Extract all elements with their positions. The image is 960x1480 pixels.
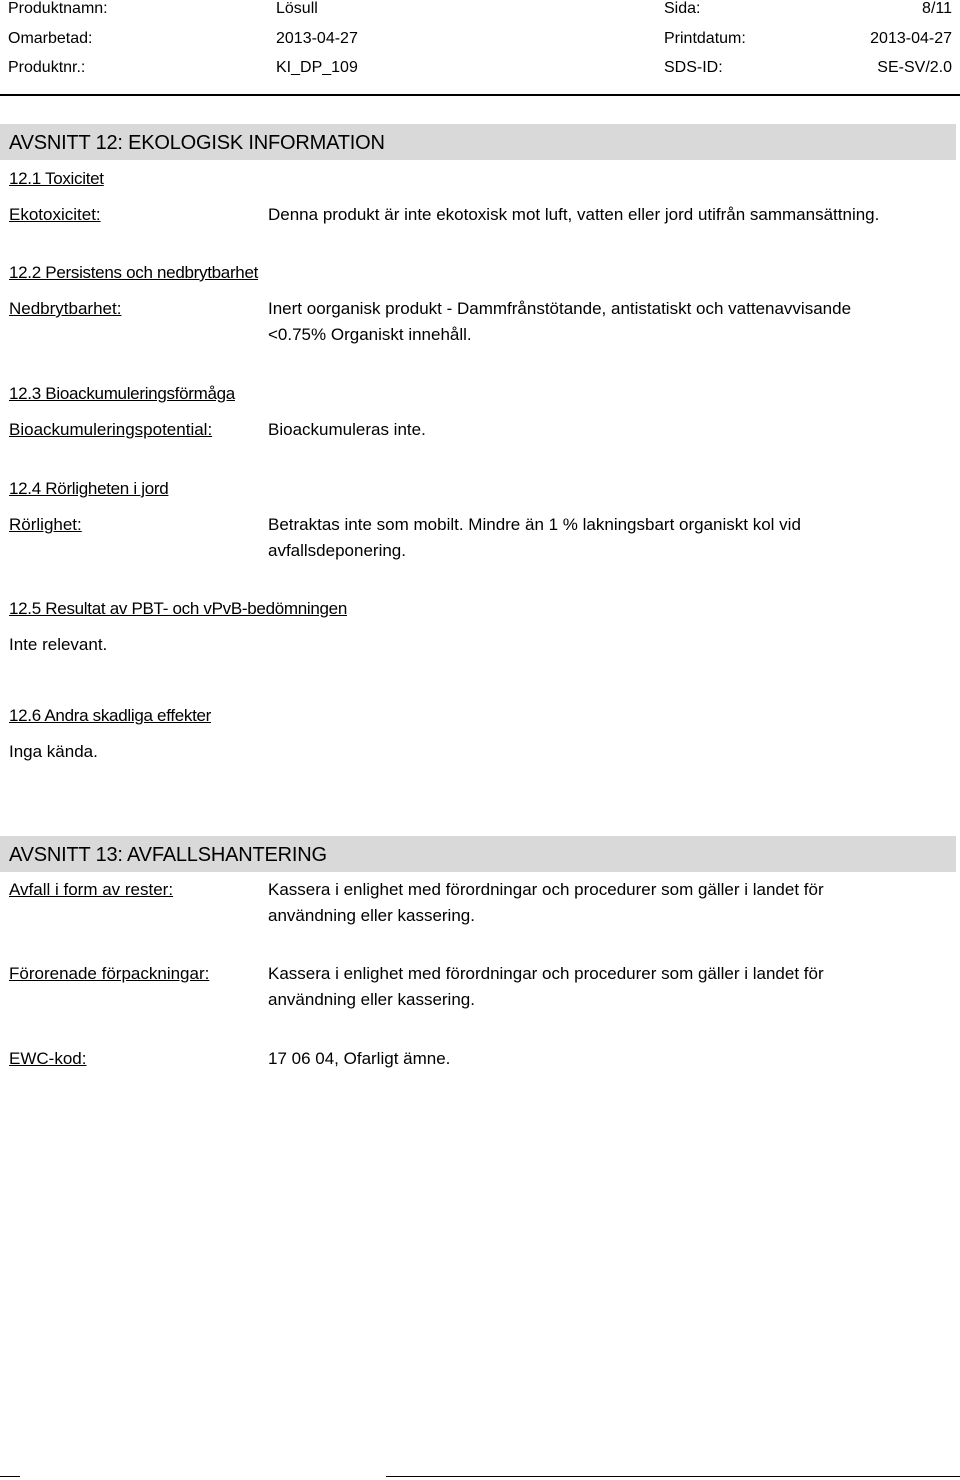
residue-waste-text-line1: Kassera i enlighet med förordningar och procedurer som gäller i landet för [268,880,824,899]
revised-label: Omarbetad: [8,30,93,47]
sds-id-label: SDS-ID: [664,59,723,76]
section-13-title: AVSNITT 13: AVFALLSHANTERING [9,844,327,866]
bioaccumulation-text: Bioackumuleras inte. [268,420,426,439]
residue-waste-label: Avfall i form av rester: [9,880,174,899]
ewc-code-label: EWC-kod: [9,1049,87,1068]
footer-rule [0,1476,960,1477]
printed-value: 2013-04-27 [870,30,952,47]
subsection-12-3-title: 12.3 Bioackumuleringsförmåga [9,384,235,403]
subsection-12-1-title: 12.1 Toxicitet [9,169,104,188]
product-no-label: Produktnr.: [8,59,86,76]
degradability-value [268,296,948,348]
mobility-label: Rörlighet: [9,515,82,534]
other-effects-text: Inga kända. [9,742,98,761]
printed-label: Printdatum: [664,30,746,47]
ewc-code-text: 17 06 04, Ofarligt ämne. [268,1049,451,1068]
degradability-label: Nedbrytbarhet: [9,299,122,318]
residue-waste-text-line2: användning eller kassering. [268,906,475,925]
section-12-title: AVSNITT 12: EKOLOGISK INFORMATION [9,132,385,154]
subsection-12-2-title: 12.2 Persistens och nedbrytbarhet [9,263,259,282]
mobility-value [268,512,948,564]
subsection-12-4-title: 12.4 Rörligheten i jord [9,479,169,498]
degradability-text-line2: <0.75% Organiskt innehåll. [268,325,472,344]
page-value: 8/11 [922,0,952,17]
packaging-text-line2: användning eller kassering. [268,990,475,1009]
section-12-banner [0,124,956,160]
packaging-text-line1: Kassera i enlighet med förordningar och procedurer som gäller i landet för [268,964,824,983]
packaging-value [268,961,948,1013]
bioaccumulation-value [268,417,948,443]
product-name-label: Produktnamn: [8,0,108,17]
subsection-12-5-title: 12.5 Resultat av PBT- och vPvB-bedömningen [9,599,347,618]
document-header [0,0,960,96]
sds-id-value: SE-SV/2.0 [877,59,952,76]
ecotoxicity-value [268,202,948,228]
product-name-value: Lösull [276,0,318,17]
degradability-text-line1: Inert oorganisk produkt - Dammfrånstötande, antistatiskt och vattenavvisande [268,299,852,318]
mobility-text-line2: avfallsdeponering. [268,541,406,560]
product-no-value: KI_DP_109 [276,59,358,76]
page-label: Sida: [664,0,701,17]
ecotoxicity-text: Denna produkt är inte ekotoxisk mot luft, vatten eller jord utifrån sammansättning. [268,205,880,224]
packaging-label: Förorenade förpackningar: [9,964,210,983]
mobility-text-line1: Betraktas inte som mobilt. Mindre än 1 % lakningsbart organiskt kol vid [268,515,801,534]
revised-value: 2013-04-27 [276,30,358,47]
subsection-12-6-title: 12.6 Andra skadliga effekter [9,706,212,725]
ewc-code-value [268,1046,948,1072]
residue-waste-value [268,877,948,929]
pbt-assessment-text: Inte relevant. [9,635,108,654]
bioaccumulation-label: Bioackumuleringspotential: [9,420,213,439]
ecotoxicity-label: Ekotoxicitet: [9,205,101,224]
section-13-banner [0,836,956,872]
